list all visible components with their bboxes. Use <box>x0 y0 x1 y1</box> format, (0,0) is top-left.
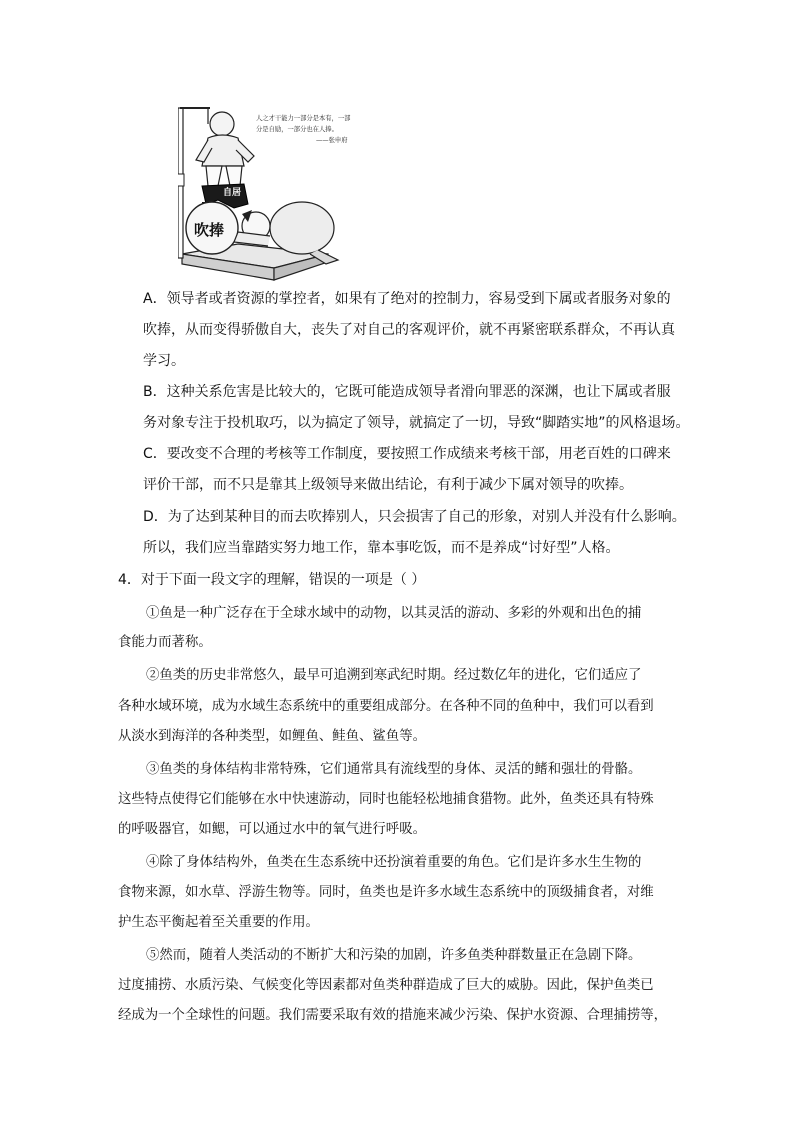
passage-line: 经成为一个全球性的问题。我们需要采取有效的措施来减少污染、保护水资源、合理捕捞等， <box>118 1008 668 1023</box>
option-a-line: A．领导者或者资源的掌控者，如果有了绝对的控制力，容易受到下属或者服务对象的 <box>143 291 671 307</box>
passage-line: ④除了身体结构外，鱼类在生态系统中还扮演着重要的角色。它们是许多水生生物的 <box>146 855 642 870</box>
passage-line: 食物来源，如水草、浮游生物等。同时，鱼类也是许多水域生态系统中的顶级捕食者，对维 <box>118 885 654 900</box>
quote-line: 人之才干能力一部分是本有，一部 <box>256 115 351 122</box>
ball-label: 吹捧 <box>194 221 225 239</box>
question-4-stem: 4．对于下面一段文字的理解，错误的一项是（ ） <box>118 572 426 588</box>
option-a-line: 学习。 <box>143 353 185 369</box>
option-b-line: 务对象专注于投机取巧，以为搞定了领导，就搞定了一切，导致“脚踏实地”的风格退场。 <box>143 415 690 431</box>
passage-line: 的呼吸器官，如鳃，可以通过水中的氧气进行呼吸。 <box>118 822 426 837</box>
passage-line: 这些特点使得它们能够在水中快速游动，同时也能轻松地捕食猎物。此外，鱼类还具有特殊 <box>118 792 654 807</box>
option-a-line: 吹捧，从而变得骄傲自大，丧失了对自己的客观评价，就不再紧密联系群众，不再认真 <box>143 322 675 338</box>
option-d-line: D．为了达到某种目的而去吹捧别人，只会损害了自己的形象，对别人并没有什么影响。 <box>143 509 686 525</box>
shoe-label: 自居 <box>223 188 242 198</box>
passage-line: ②鱼类的历史非常悠久，最早可追溯到寒武纪时期。经过数亿年的进化，它们适应了 <box>146 668 642 683</box>
passage-line: 从淡水到海洋的各种类型，如鲤鱼、鲑鱼、鲨鱼等。 <box>118 729 426 744</box>
passage-line: ③鱼类的身体结构非常特殊，它们通常具有流线型的身体、灵活的鳍和强壮的骨骼。 <box>146 762 642 777</box>
passage-line: 过度捕捞、水质污染、气候变化等因素都对鱼类种群造成了巨大的威胁。因此，保护鱼类已 <box>118 978 654 993</box>
option-d-line: 所以，我们应当靠踏实努力地工作，靠本事吃饭，而不是养成“讨好型”人格。 <box>143 540 620 556</box>
passage-line: 护生态平衡起着至关重要的作用。 <box>118 915 319 930</box>
quote-line: 分是自励，一部分也在人捧。 <box>256 126 338 133</box>
passage-line: 各种水域环境，成为水域生态系统中的重要组成部分。在各种不同的鱼种中，我们可以看到 <box>118 699 654 714</box>
quote-attribution: ——张申府 <box>316 137 348 144</box>
option-b-line: B．这种关系危害是比较大的，它既可能造成领导者滑向罪恶的深渊，也让下属或者服 <box>143 384 671 400</box>
passage-line: ①鱼是一种广泛存在于全球水域中的动物，以其灵活的游动、多彩的外观和出色的捕 <box>146 606 642 621</box>
option-c-line: C．要改变不合理的考核等工作制度，要按照工作成绩来考核干部，用老百姓的口碑来 <box>143 446 671 462</box>
passage-line: 食能力而著称。 <box>118 635 212 650</box>
cartoon-quote <box>256 113 386 146</box>
passage-line: ⑤然而，随着人类活动的不断扩大和污染的加剧，许多鱼类种群数量正在急剧下降。 <box>146 948 642 963</box>
option-c-line: 评价干部，而不只是靠其上级领导来做出结论，有利于减少下属对领导的吹捧。 <box>143 477 633 493</box>
